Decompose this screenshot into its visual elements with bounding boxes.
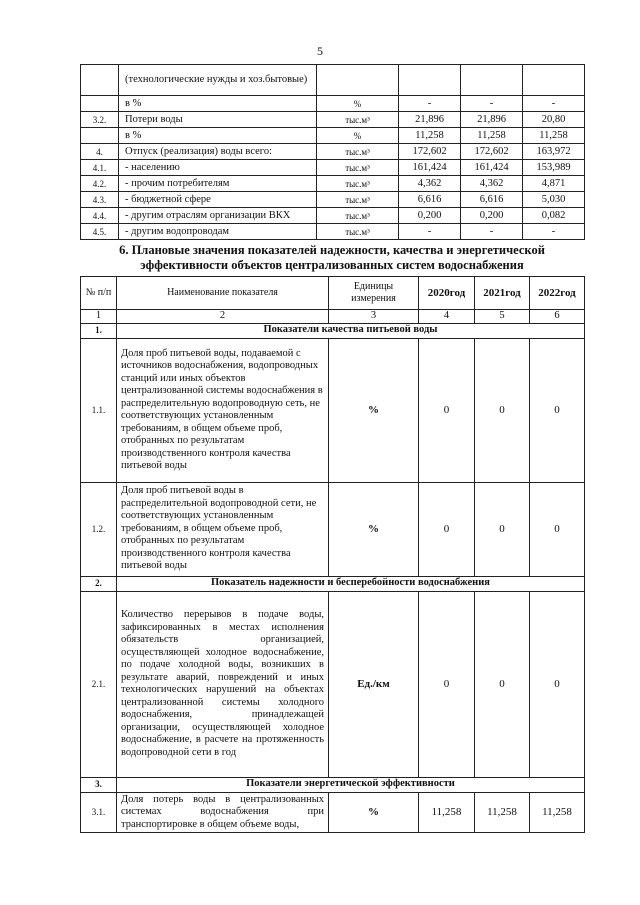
- table-row: [81, 160, 585, 176]
- value-2022: 0: [530, 338, 585, 482]
- table-row: [81, 208, 585, 224]
- value-2021: 0: [475, 591, 530, 777]
- column-number: 2: [117, 310, 329, 324]
- row-unit: тыс.м³: [317, 192, 399, 208]
- section-row: [81, 576, 585, 591]
- row-label: - другим водопроводам: [119, 224, 317, 240]
- table-row: [81, 128, 585, 144]
- column-number: 6: [530, 310, 585, 324]
- row-number: 2.1.: [81, 591, 117, 777]
- section-row: [81, 323, 585, 338]
- indicator-description: Доля проб питьевой воды в распределительной водопроводной сети, не соответствующих установленным требованиям, в общем объеме проб, отобранных по результатам производственного контроля качества питьевой воды: [117, 482, 329, 576]
- row-number: [81, 96, 119, 112]
- row-label: - бюджетной сфере: [119, 192, 317, 208]
- row-number: 4.5.: [81, 224, 119, 240]
- value-2021: 0,200: [461, 208, 523, 224]
- value-2021: 21,896: [461, 112, 523, 128]
- indicator-description: Доля потерь воды в централизованных системах водоснабжения при транспортировке в общем объеме воды,: [117, 792, 329, 833]
- value-2020: 0: [419, 591, 475, 777]
- table-row: [81, 144, 585, 160]
- row-unit: тыс.м³: [317, 208, 399, 224]
- value-2022: 163,972: [523, 144, 585, 160]
- indicators-table: [80, 276, 585, 833]
- row-label: (технологические нужды и хоз.бытовые): [119, 65, 317, 96]
- value-2020: 6,616: [399, 192, 461, 208]
- table-row: [81, 96, 585, 112]
- column-number: 1: [81, 310, 117, 324]
- row-label: Отпуск (реализация) воды всего:: [119, 144, 317, 160]
- value-2020: 0: [419, 482, 475, 576]
- value-2020: 4,362: [399, 176, 461, 192]
- table-header-row: [81, 277, 585, 310]
- value-2020: [399, 65, 461, 96]
- value-2020: 0,200: [399, 208, 461, 224]
- column-numbers-row: [81, 310, 585, 324]
- row-number: [81, 128, 119, 144]
- value-2020: 11,258: [399, 128, 461, 144]
- value-2022: -: [523, 96, 585, 112]
- value-2022: 0: [530, 591, 585, 777]
- value-2021: 4,362: [461, 176, 523, 192]
- value-2022: 20,80: [523, 112, 585, 128]
- row-label: в %: [119, 96, 317, 112]
- value-2022: 153,989: [523, 160, 585, 176]
- value-2020: 21,896: [399, 112, 461, 128]
- section-number: 3.: [81, 777, 117, 792]
- table-row: [81, 176, 585, 192]
- value-2021: 0: [475, 482, 530, 576]
- row-unit: тыс.м³: [317, 224, 399, 240]
- header-2022: 2022год: [530, 277, 585, 310]
- value-2022: [523, 65, 585, 96]
- row-unit: %: [317, 128, 399, 144]
- water-balance-table: [80, 64, 585, 240]
- row-number: [81, 65, 119, 96]
- value-2022: -: [523, 224, 585, 240]
- header-name: Наименование показателя: [117, 277, 329, 310]
- indicator-unit: %: [329, 338, 419, 482]
- section-row: [81, 777, 585, 792]
- indicator-description: Количество перерывов в подаче воды, зафиксированных в местах исполнения обязательств организацией, осуществляющей холодное водоснабжение, по подаче холодной воды, возникших в результате аварий, повреждений и иных технологических нарушений на объектах централизованной системы холодного водоснабжения, принадлежащей организации, осуществляющей холодное водоснабжение, в расчете на протяженность водопроводной сети в год: [117, 591, 329, 777]
- table-row: [81, 482, 585, 576]
- value-2021: -: [461, 224, 523, 240]
- row-number: 4.2.: [81, 176, 119, 192]
- section-heading: 6. Плановые значения показателей надежности, качества и энергетической эффективности объектов централизованных систем водоснабжения: [119, 243, 545, 272]
- table-row: [81, 591, 585, 777]
- value-2020: 172,602: [399, 144, 461, 160]
- row-number: 4.1.: [81, 160, 119, 176]
- header-2021: 2021год: [475, 277, 530, 310]
- row-number: 4.: [81, 144, 119, 160]
- value-2020: -: [399, 96, 461, 112]
- row-unit: [317, 65, 399, 96]
- page-number: 5: [317, 44, 323, 58]
- row-number: 4.4.: [81, 208, 119, 224]
- indicator-unit: Ед./км: [329, 591, 419, 777]
- column-number: 5: [475, 310, 530, 324]
- value-2022: 5,030: [523, 192, 585, 208]
- row-unit: тыс.м³: [317, 144, 399, 160]
- header-unit: Единицы измерения: [329, 277, 419, 310]
- table-row: [81, 224, 585, 240]
- column-number: 3: [329, 310, 419, 324]
- row-unit: тыс.м³: [317, 176, 399, 192]
- value-2021: 11,258: [461, 128, 523, 144]
- indicator-description: Доля проб питьевой воды, подаваемой с источников водоснабжения, водопроводных станций или иных объектов централизованной системы водоснабжения в распределительную водопроводную сеть, не соответствующих установленным требованиям, в общем объеме проб, отобранных по результатам производственного контроля качества питьевой воды: [117, 338, 329, 482]
- value-2021: 172,602: [461, 144, 523, 160]
- value-2021: 0: [475, 338, 530, 482]
- value-2021: 11,258: [475, 792, 530, 833]
- row-label: в %: [119, 128, 317, 144]
- row-label: - прочим потребителям: [119, 176, 317, 192]
- row-label: - другим отраслям организации ВКХ: [119, 208, 317, 224]
- header-2020: 2020год: [419, 277, 475, 310]
- column-number: 4: [419, 310, 475, 324]
- row-number: 3.2.: [81, 112, 119, 128]
- section-title: Показатели энергетической эффективности: [117, 777, 585, 792]
- indicator-unit: %: [329, 482, 419, 576]
- table-row: [81, 112, 585, 128]
- row-unit: тыс.м³: [317, 160, 399, 176]
- indicator-unit: %: [329, 792, 419, 833]
- row-unit: тыс.м³: [317, 112, 399, 128]
- value-2022: 11,258: [523, 128, 585, 144]
- value-2021: -: [461, 96, 523, 112]
- section-title: Показатели качества питьевой воды: [117, 323, 585, 338]
- table-row: [81, 192, 585, 208]
- table-row: [81, 338, 585, 482]
- row-number: 1.2.: [81, 482, 117, 576]
- row-label: Потери воды: [119, 112, 317, 128]
- value-2022: 0,082: [523, 208, 585, 224]
- value-2020: 0: [419, 338, 475, 482]
- section-number: 1.: [81, 323, 117, 338]
- row-number: 1.1.: [81, 338, 117, 482]
- table-row: [81, 65, 585, 96]
- row-unit: %: [317, 96, 399, 112]
- header-num: № п/п: [81, 277, 117, 310]
- value-2021: [461, 65, 523, 96]
- value-2020: 11,258: [419, 792, 475, 833]
- row-number: 3.1.: [81, 792, 117, 833]
- value-2022: 4,871: [523, 176, 585, 192]
- value-2020: 161,424: [399, 160, 461, 176]
- value-2022: 11,258: [530, 792, 585, 833]
- value-2021: 6,616: [461, 192, 523, 208]
- row-number: 4.3.: [81, 192, 119, 208]
- section-title: Показатель надежности и бесперебойности водоснабжения: [117, 576, 585, 591]
- value-2020: -: [399, 224, 461, 240]
- value-2022: 0: [530, 482, 585, 576]
- table-row: [81, 792, 585, 833]
- value-2021: 161,424: [461, 160, 523, 176]
- section-number: 2.: [81, 576, 117, 591]
- row-label: - населению: [119, 160, 317, 176]
